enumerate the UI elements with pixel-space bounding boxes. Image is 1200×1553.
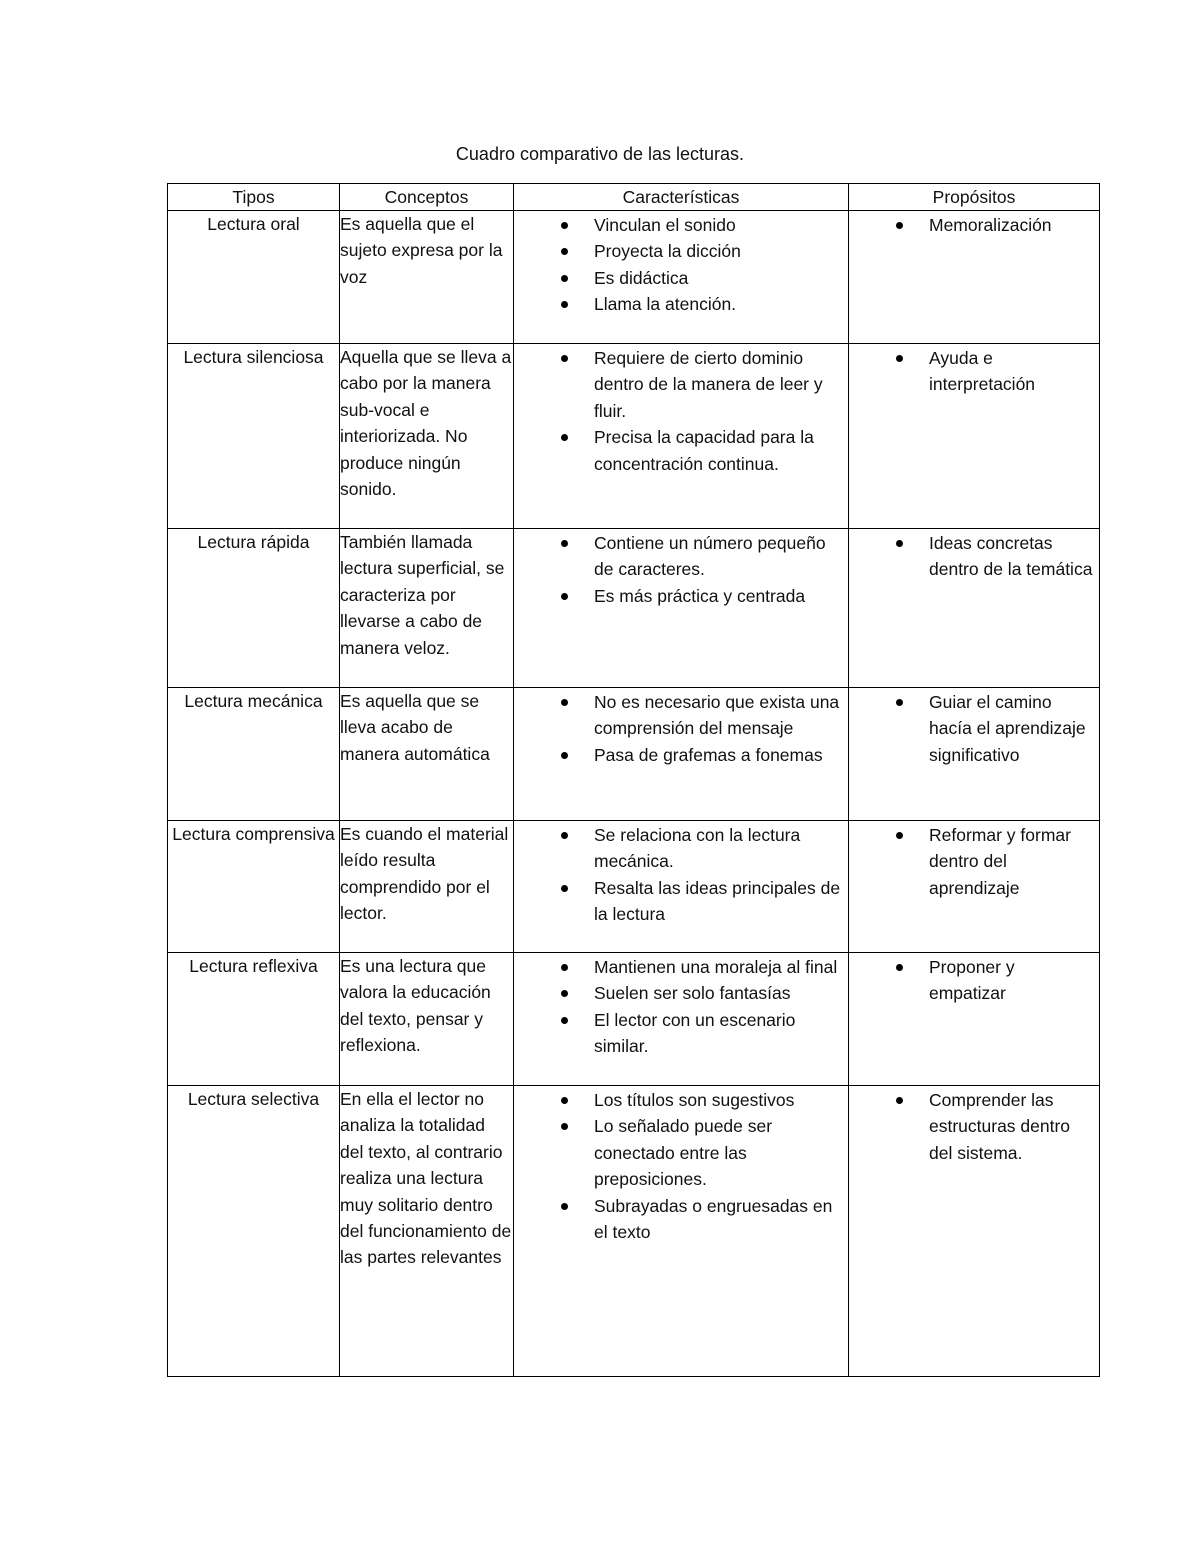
list-item-text: Es más práctica y centrada — [594, 585, 806, 606]
bullet-icon — [561, 222, 568, 229]
cell-propositos — [849, 821, 1100, 953]
list-item — [514, 291, 844, 317]
cell-propositos-list — [849, 211, 1099, 238]
bullet-icon — [561, 990, 568, 997]
list-item — [849, 212, 1095, 238]
cell-propositos — [849, 529, 1100, 688]
list-item-text: Mantienen una moraleja al final — [594, 957, 838, 977]
list-item-text: Requiere de cierto dominio dentro de la manera de leer y fluir. — [594, 348, 823, 421]
bullet-icon — [561, 355, 568, 362]
list-item-text: Proyecta la dicción — [594, 241, 741, 262]
list-item — [514, 530, 844, 583]
list-item-text: Llama la atención. — [594, 294, 737, 315]
list-item — [514, 980, 844, 1006]
cell-caracteristicas-list — [514, 529, 848, 609]
table-body — [168, 211, 1100, 1377]
bullet-icon — [561, 248, 568, 255]
table-row — [168, 211, 1100, 344]
header-conceptos: Conceptos — [340, 184, 514, 211]
cell-propositos-list — [849, 953, 1099, 1007]
cell-propositos-list — [849, 1086, 1099, 1166]
table-row — [168, 953, 1100, 1086]
list-item-text: No es necesario que exista una comprensión del mensaje — [594, 692, 840, 739]
cell-propositos-list — [849, 821, 1099, 901]
list-item-text: Guiar el camino hacía el aprendizaje significativo — [929, 692, 1086, 765]
list-item-text: Los títulos son sugestivos — [594, 1090, 795, 1110]
list-item — [849, 822, 1095, 901]
list-item-text: Pasa de grafemas a fonemas — [594, 744, 823, 765]
cell-tipo: Lectura comprensiva — [168, 821, 340, 953]
cell-propositos-list — [849, 344, 1099, 398]
cell-concepto: Es una lectura que valora la educación del texto, pensar y reflexiona. — [340, 953, 514, 1086]
list-item-text: Ideas concretas dentro de la temática — [929, 533, 1093, 580]
bullet-icon — [561, 593, 568, 600]
cell-caracteristicas — [514, 529, 849, 688]
bullet-icon — [561, 434, 568, 441]
cell-concepto: También llamada lectura superficial, se caracteriza por llevarse a cabo de manera veloz. — [340, 529, 514, 688]
cell-propositos-list — [849, 529, 1099, 583]
table-row — [168, 1086, 1100, 1377]
cell-propositos — [849, 1086, 1100, 1377]
bullet-icon — [561, 540, 568, 547]
list-item-text: Contiene un número pequeño de caracteres. — [594, 533, 826, 580]
cell-concepto: En ella el lector no analiza la totalidad del texto, al contrario realiza una lectura muy solitario dentro del funcionamiento de las partes relevantes — [340, 1086, 514, 1377]
list-item — [514, 742, 844, 768]
list-item-text: Vinculan el sonido — [594, 215, 736, 235]
table-row — [168, 688, 1100, 821]
bullet-icon — [561, 1123, 568, 1130]
bullet-icon — [561, 1097, 568, 1104]
cell-propositos-list — [849, 688, 1099, 768]
bullet-icon — [561, 885, 568, 892]
cell-caracteristicas — [514, 688, 849, 821]
cell-caracteristicas-list — [514, 344, 848, 477]
cell-tipo: Lectura reflexiva — [168, 953, 340, 1086]
list-item — [514, 875, 844, 928]
list-item — [514, 212, 844, 238]
bullet-icon — [561, 301, 568, 308]
list-item-text: Memoralización — [929, 215, 1052, 235]
table-row — [168, 344, 1100, 529]
cell-tipo: Lectura selectiva — [168, 1086, 340, 1377]
bullet-icon — [561, 699, 568, 706]
cell-caracteristicas-list — [514, 821, 848, 928]
list-item — [514, 822, 844, 875]
cell-tipo: Lectura silenciosa — [168, 344, 340, 529]
bullet-icon — [896, 699, 903, 706]
cell-propositos — [849, 688, 1100, 821]
cell-concepto: Aquella que se lleva a cabo por la manera sub-vocal e interiorizada. No produce ningún sonido. — [340, 344, 514, 529]
list-item-text: Ayuda e interpretación — [929, 348, 1036, 395]
cell-caracteristicas-list — [514, 1086, 848, 1245]
list-item-text: Se relaciona con la lectura mecánica. — [594, 825, 801, 872]
comparison-table — [167, 183, 1100, 1377]
list-item — [514, 1113, 844, 1192]
list-item — [514, 954, 844, 980]
list-item — [849, 689, 1095, 768]
list-item-text: Reformar y formar dentro del aprendizaje — [929, 825, 1071, 898]
page-title: Cuadro comparativo de las lecturas. — [455, 144, 745, 164]
bullet-icon — [561, 832, 568, 839]
list-item — [514, 1007, 844, 1060]
bullet-icon — [561, 752, 568, 759]
list-item — [514, 424, 844, 477]
cell-caracteristicas — [514, 821, 849, 953]
bullet-icon — [896, 964, 903, 971]
header-caracteristicas: Características — [514, 184, 849, 211]
list-item-text: Subrayadas o engruesadas en el texto — [594, 1195, 833, 1243]
table-row — [168, 529, 1100, 688]
header-propositos: Propósitos — [849, 184, 1100, 211]
bullet-icon — [896, 832, 903, 839]
bullet-icon — [561, 1017, 568, 1024]
list-item — [514, 238, 844, 264]
list-item — [849, 530, 1095, 583]
cell-concepto: Es aquella que se lleva acabo de manera automática — [340, 688, 514, 821]
bullet-icon — [896, 540, 903, 547]
bullet-icon — [896, 222, 903, 229]
cell-propositos — [849, 344, 1100, 529]
cell-caracteristicas — [514, 211, 849, 344]
cell-tipo: Lectura oral — [168, 211, 340, 344]
list-item-text: El lector con un escenario similar. — [594, 1009, 796, 1057]
cell-propositos — [849, 953, 1100, 1086]
list-item — [514, 345, 844, 424]
list-item-text: Comprender las estructuras dentro del sistema. — [929, 1090, 1071, 1163]
bullet-icon — [896, 1097, 903, 1104]
cell-concepto: Es aquella que el sujeto expresa por la voz — [340, 211, 514, 344]
cell-tipo: Lectura mecánica — [168, 688, 340, 821]
list-item-text: Resalta las ideas principales de la lectura — [594, 877, 841, 925]
bullet-icon — [561, 275, 568, 282]
table-row — [168, 821, 1100, 953]
bullet-icon — [896, 355, 903, 362]
list-item-text: Es didáctica — [594, 267, 689, 288]
cell-caracteristicas-list — [514, 211, 848, 318]
bullet-icon — [561, 964, 568, 971]
header-tipos: Tipos — [168, 184, 340, 211]
bullet-icon — [561, 1203, 568, 1210]
cell-caracteristicas-list — [514, 688, 848, 768]
list-item — [849, 345, 1095, 398]
list-item-text: Suelen ser solo fantasías — [594, 983, 791, 1004]
list-item — [849, 954, 1095, 1007]
list-item-text: Lo señalado puede ser conectado entre las preposiciones. — [594, 1116, 773, 1190]
cell-concepto: Es cuando el material leído resulta comprendido por el lector. — [340, 821, 514, 953]
cell-caracteristicas-list — [514, 953, 848, 1060]
cell-caracteristicas — [514, 344, 849, 529]
list-item-text: Precisa la capacidad para la concentración continua. — [594, 427, 814, 474]
list-item — [514, 265, 844, 291]
cell-propositos — [849, 211, 1100, 344]
list-item — [849, 1087, 1095, 1166]
cell-caracteristicas — [514, 1086, 849, 1377]
list-item — [514, 583, 844, 609]
header-row — [168, 184, 1100, 211]
cell-tipo: Lectura rápida — [168, 529, 340, 688]
list-item — [514, 1193, 844, 1246]
list-item — [514, 689, 844, 742]
list-item — [514, 1087, 844, 1113]
cell-caracteristicas — [514, 953, 849, 1086]
list-item-text: Proponer y empatizar — [929, 957, 1015, 1004]
